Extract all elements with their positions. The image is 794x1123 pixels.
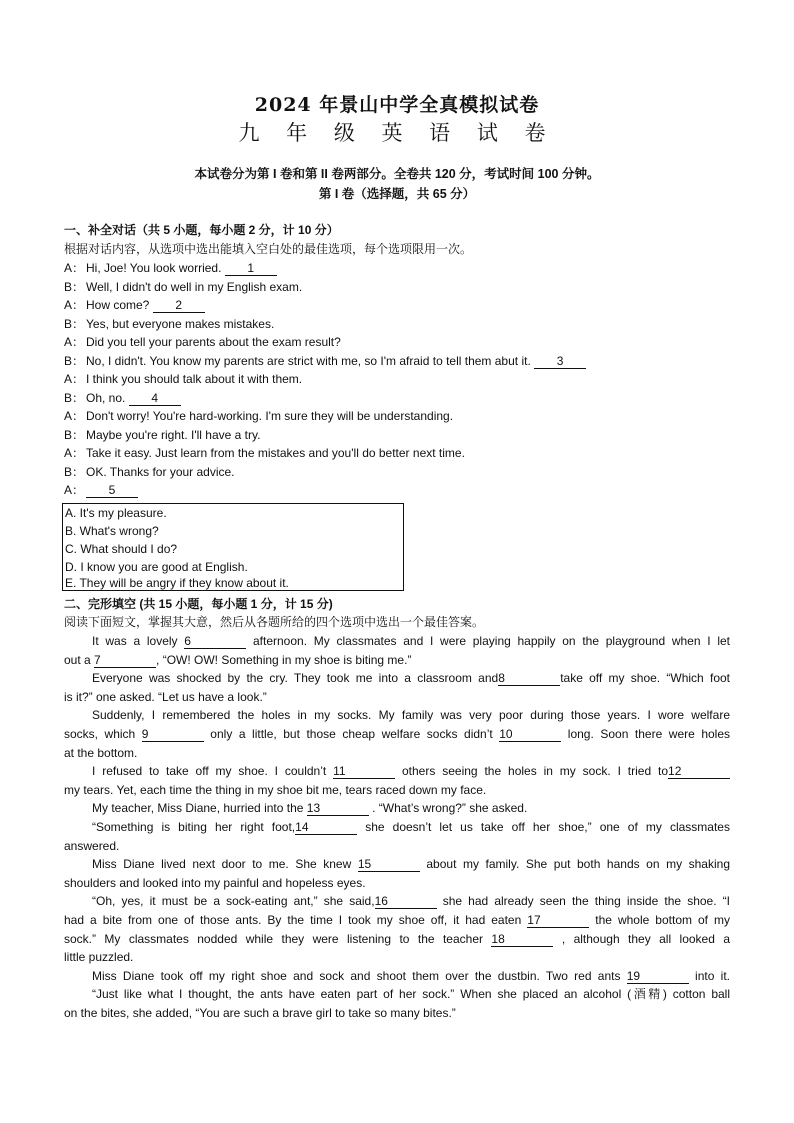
- part-one-heading: 第 I 卷（选择题，共 65 分）: [318, 187, 476, 201]
- passage-text: she doesn’t let us take off her shoe,” one of my classmates: [357, 819, 730, 834]
- dialogue-text: OK. Thanks for your advice.: [86, 464, 235, 479]
- passage-text: had a bite from one of those ants. By the time I took my shoe off, it had eaten: [64, 912, 528, 927]
- speaker-label: A：: [64, 483, 85, 497]
- speaker-label: B：: [64, 316, 85, 331]
- passage-text: take off my shoe. “Which foot: [560, 671, 730, 686]
- cloze-blank[interactable]: 9: [142, 727, 204, 742]
- option-d: D. I know you are good at English.: [65, 560, 248, 574]
- dialogue-line: [64, 481, 138, 500]
- dialogue-line: [64, 370, 302, 389]
- dialogue-line: [64, 389, 181, 408]
- dialogue-line: [64, 444, 465, 463]
- speaker-label: A：: [64, 298, 85, 312]
- dialogue-line: [64, 278, 302, 297]
- passage-line: [64, 669, 730, 688]
- passage-text: Everyone was shocked by the cry. They took me into a classroom and: [92, 671, 499, 686]
- passage-line: [64, 967, 730, 986]
- passage-text: “Oh, yes, it must be a sock-eating ant,” she said,: [92, 894, 375, 909]
- passage-text: “Just like what I thought, the ants have eaten part of her sock.” When she placed an alcohol (酒精) cotton ball: [92, 987, 730, 1002]
- dialogue-text: Oh, no.: [86, 390, 129, 405]
- passage-text: my tears. Yet, each time the thing in my shoe bit me, tears raced down my face.: [64, 782, 487, 797]
- passage-line: [64, 948, 730, 967]
- passage-text: little puzzled.: [64, 950, 134, 965]
- passage-line: [64, 1004, 730, 1023]
- dialogue-text: I think you should talk about it with them.: [86, 372, 303, 386]
- passage-line: [64, 930, 730, 949]
- options-box: [62, 503, 404, 591]
- passage-line: [64, 744, 730, 763]
- dialogue-text: Hi, Joe! You look worried.: [86, 261, 225, 275]
- cloze-passage: [64, 632, 730, 1022]
- cloze-blank[interactable]: 11: [333, 764, 395, 779]
- passage-text: the whole bottom of my: [589, 912, 730, 927]
- dialogue-text: Take it easy. Just learn from the mistakes and you'll do better next time.: [86, 446, 465, 460]
- passage-text: I refused to take off my shoe. I couldn’t: [92, 764, 334, 779]
- passage-text: Miss Diane took off my right shoe and sock and shoot them over the dustbin. Two red ants: [92, 968, 627, 983]
- passage-text: “Something is biting her right foot,: [92, 819, 296, 834]
- passage-text: shoulders and looked into my painful and hopeless eyes.: [64, 875, 366, 890]
- passage-text: long. Soon there were holes: [561, 726, 731, 741]
- dialogue-text: Well, I didn't do well in my English exam.: [86, 279, 303, 294]
- section1-instruction: 根据对话内容，从选项中选出能填入空白处的最佳选项，每个选项限用一次。: [64, 242, 473, 256]
- speaker-label: A：: [64, 261, 85, 275]
- passage-text: afternoon. My classmates and I were playing happily on the playground when I let: [246, 634, 730, 648]
- dialogue-line: [64, 259, 277, 278]
- section1-heading: 一、补全对话（共 5 小题，每小题 2 分，计 10 分）: [64, 223, 339, 237]
- exam-intro: 本试卷分为第 I 卷和第 II 卷两部分。全卷共 120 分，考试时间 100 分钟。: [194, 167, 600, 181]
- answer-blank[interactable]: 2: [153, 298, 205, 313]
- dialogue-text: No, I didn't. You know my parents are strict with me, so I'm afraid to tell them abut it.: [86, 353, 535, 368]
- passage-text: , “OW! OW! Something in my shoe is biting me.”: [156, 652, 412, 667]
- dialogue-line: [64, 407, 453, 426]
- passage-line: [64, 911, 730, 930]
- passage-line: [64, 874, 730, 893]
- passage-text: others seeing the holes in my sock. I tried to: [395, 764, 669, 779]
- answer-blank[interactable]: 5: [86, 483, 138, 498]
- speaker-label: A：: [64, 372, 85, 386]
- speaker-label: A：: [64, 446, 85, 460]
- option-c: C. What should I do?: [65, 542, 178, 556]
- cloze-blank[interactable]: 14: [295, 820, 357, 835]
- speaker-label: B：: [64, 279, 85, 294]
- option-e: E. They will be angry if they know about it.: [65, 576, 289, 590]
- dialogue-line: [64, 296, 205, 315]
- speaker-label: B：: [64, 353, 85, 368]
- passage-text: , although they all looked a: [553, 931, 730, 946]
- passage-line: [64, 855, 730, 874]
- passage-text: she had already seen the thing inside the shoe. “I: [436, 894, 731, 909]
- passage-text: . “What’s wrong?” she asked.: [368, 801, 528, 816]
- passage-text: only a little, but those cheap welfare socks didn’t: [203, 726, 500, 741]
- option-a: A. It's my pleasure.: [65, 506, 167, 520]
- speaker-label: A：: [64, 335, 85, 349]
- passage-line: [64, 706, 730, 725]
- cloze-blank[interactable]: 15: [358, 857, 420, 872]
- cloze-blank[interactable]: 17: [527, 913, 589, 928]
- exam-title: 2024 年景山中学全真模拟试卷: [254, 94, 540, 116]
- passage-line: [64, 781, 730, 800]
- passage-line: [64, 651, 730, 670]
- cloze-blank[interactable]: 12: [668, 764, 730, 779]
- cloze-blank[interactable]: 19: [627, 969, 689, 984]
- passage-text: on the bites, she added, “You are such a brave girl to take so many bites.”: [64, 1005, 456, 1020]
- dialogue-text: Maybe you're right. I'll have a try.: [86, 427, 261, 442]
- passage-text: is it?” one asked. “Let us have a look.”: [64, 689, 267, 704]
- cloze-blank[interactable]: 6: [184, 634, 246, 649]
- exam-subtitle: 九 年 级 英 语 试 卷: [238, 121, 556, 145]
- passage-text: about my family. She put both hands on my shaking: [419, 857, 730, 872]
- speaker-label: A：: [64, 409, 85, 423]
- dialogue-line: [64, 352, 586, 371]
- passage-line: [64, 985, 730, 1004]
- passage-line: [64, 799, 730, 818]
- cloze-blank[interactable]: 7: [94, 653, 156, 668]
- dialogue-line: [64, 426, 260, 445]
- answer-blank[interactable]: 3: [534, 354, 586, 369]
- passage-text: sock.” My classmates nodded while they were listening to the teacher: [64, 931, 492, 946]
- answer-blank[interactable]: 1: [225, 261, 277, 276]
- cloze-blank[interactable]: 18: [491, 932, 553, 947]
- cloze-blank[interactable]: 16: [375, 894, 437, 909]
- passage-line: [64, 762, 730, 781]
- answer-blank[interactable]: 4: [129, 391, 181, 406]
- passage-line: [64, 688, 730, 707]
- dialogue-line: [64, 463, 235, 482]
- passage-line: [64, 837, 730, 856]
- speaker-label: B：: [64, 427, 85, 442]
- dialogue-text: Yes, but everyone makes mistakes.: [86, 316, 275, 331]
- passage-text: answered.: [64, 838, 120, 853]
- passage-text: My teacher, Miss Diane, hurried into the: [92, 801, 307, 816]
- passage-text: socks, which: [64, 726, 142, 741]
- passage-line: [64, 725, 730, 744]
- option-b: B. What's wrong?: [65, 524, 159, 538]
- passage-line: [64, 892, 730, 911]
- passage-text: Miss Diane lived next door to me. She knew: [92, 857, 358, 872]
- cloze-blank[interactable]: 13: [307, 801, 369, 816]
- dialogue-text: Did you tell your parents about the exam result?: [86, 335, 341, 349]
- passage-text: It was a lovely: [92, 634, 185, 648]
- passage-text: at the bottom.: [64, 745, 138, 760]
- passage-line: [64, 632, 730, 651]
- passage-text: into it.: [688, 968, 730, 983]
- dialogue-text: How come?: [86, 298, 153, 312]
- section2-heading: 二、完形填空 (共 15 小题，每小题 1 分，计 15 分): [64, 597, 333, 611]
- dialogue-text: Don't worry! You're hard-working. I'm sure they will be understanding.: [86, 409, 454, 423]
- passage-text: Suddenly, I remembered the holes in my socks. My family was very poor during those years. I wore welfare: [92, 708, 730, 723]
- speaker-label: B：: [64, 390, 85, 405]
- dialogue-line: [64, 315, 274, 334]
- cloze-blank[interactable]: 8: [498, 671, 560, 686]
- dialogue-line: [64, 333, 341, 352]
- cloze-blank[interactable]: 10: [499, 727, 561, 742]
- speaker-label: B：: [64, 464, 85, 479]
- passage-text: out a: [64, 652, 95, 667]
- passage-line: [64, 818, 730, 837]
- section2-instruction: 阅读下面短文，掌握其大意，然后从各题所给的四个选项中选出一个最佳答案。: [64, 615, 485, 629]
